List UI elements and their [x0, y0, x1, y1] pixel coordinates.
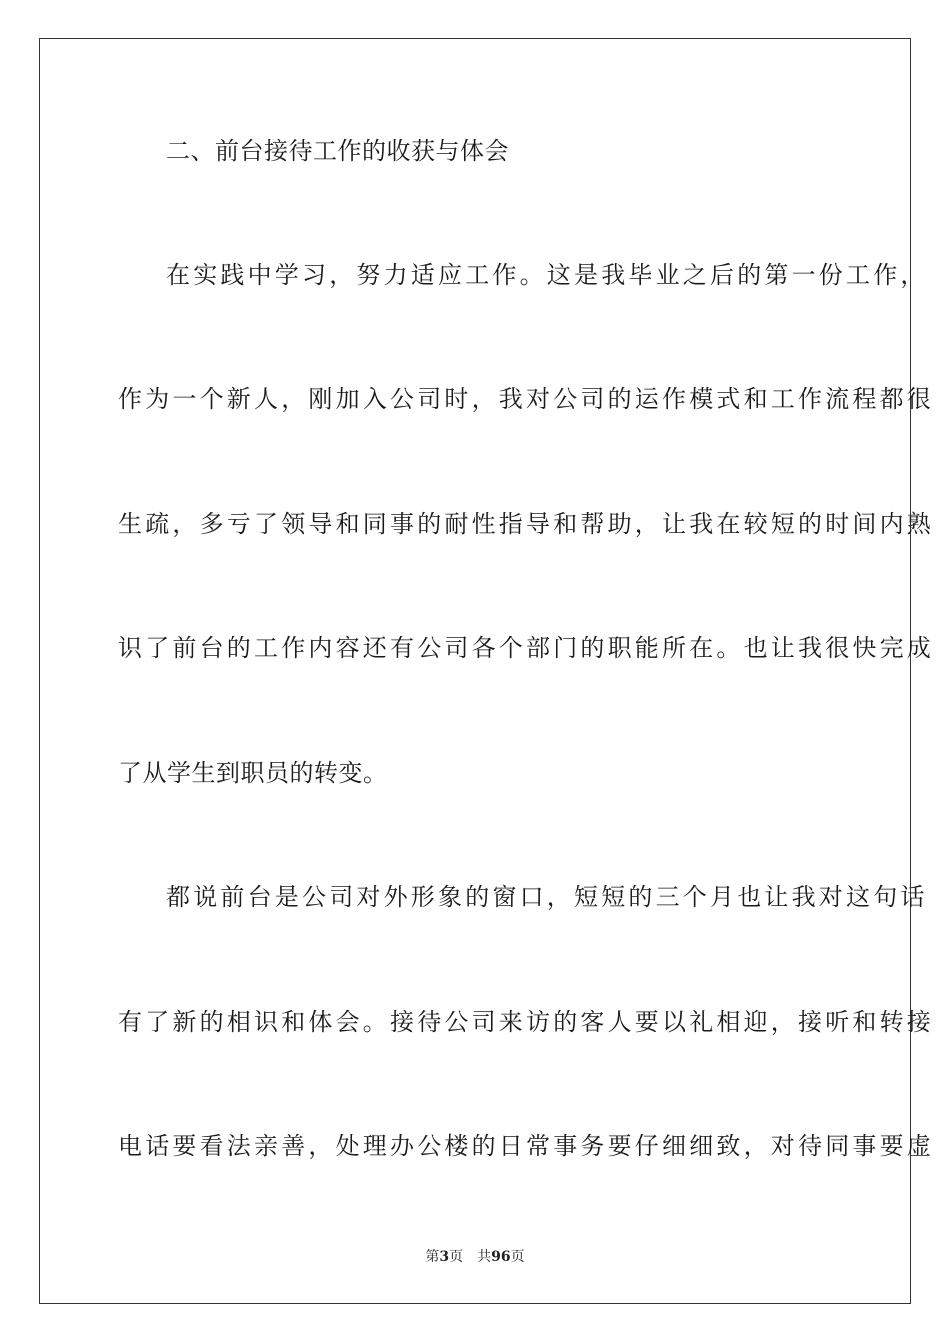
paragraph-1-line-2: 作为一个新人，刚加入公司时，我对公司的运作模式和工作流程都很: [118, 385, 934, 413]
paragraph-1-line-1: 在实践中学习，努力适应工作。这是我毕业之后的第一份工作，: [166, 261, 928, 289]
page-suffix: 页: [449, 1249, 464, 1265]
paragraph-2-line-2: 有了新的相识和体会。接待公司来访的客人要以礼相迎，接听和转接: [118, 1008, 934, 1036]
page-footer: [0, 1247, 950, 1267]
page-border: [39, 38, 934, 1304]
paragraph-1-line-3: 生疏，多亏了领导和同事的耐性指导和帮助，让我在较短的时间内熟: [118, 510, 934, 538]
paragraph-2-line-3: 电话要看法亲善，处理办公楼的日常事务要仔细细致，对待同事要虚: [118, 1132, 934, 1160]
total-suffix: 页: [510, 1249, 525, 1265]
paragraph-1-line-4: 识了前台的工作内容还有公司各个部门的职能所在。也让我很快完成: [118, 634, 934, 662]
section-heading: 二、前台接待工作的收获与体会: [166, 137, 509, 165]
paragraph-2-line-1: 都说前台是公司对外形象的窗口，短短的三个月也让我对这句话: [166, 883, 928, 911]
page-number: 3: [439, 1249, 450, 1265]
page-prefix: 第: [425, 1249, 440, 1265]
total-pages: 96: [491, 1249, 511, 1265]
paragraph-1-line-5: 了从学生到职员的转变。: [118, 759, 388, 787]
total-prefix: 共: [477, 1249, 492, 1265]
